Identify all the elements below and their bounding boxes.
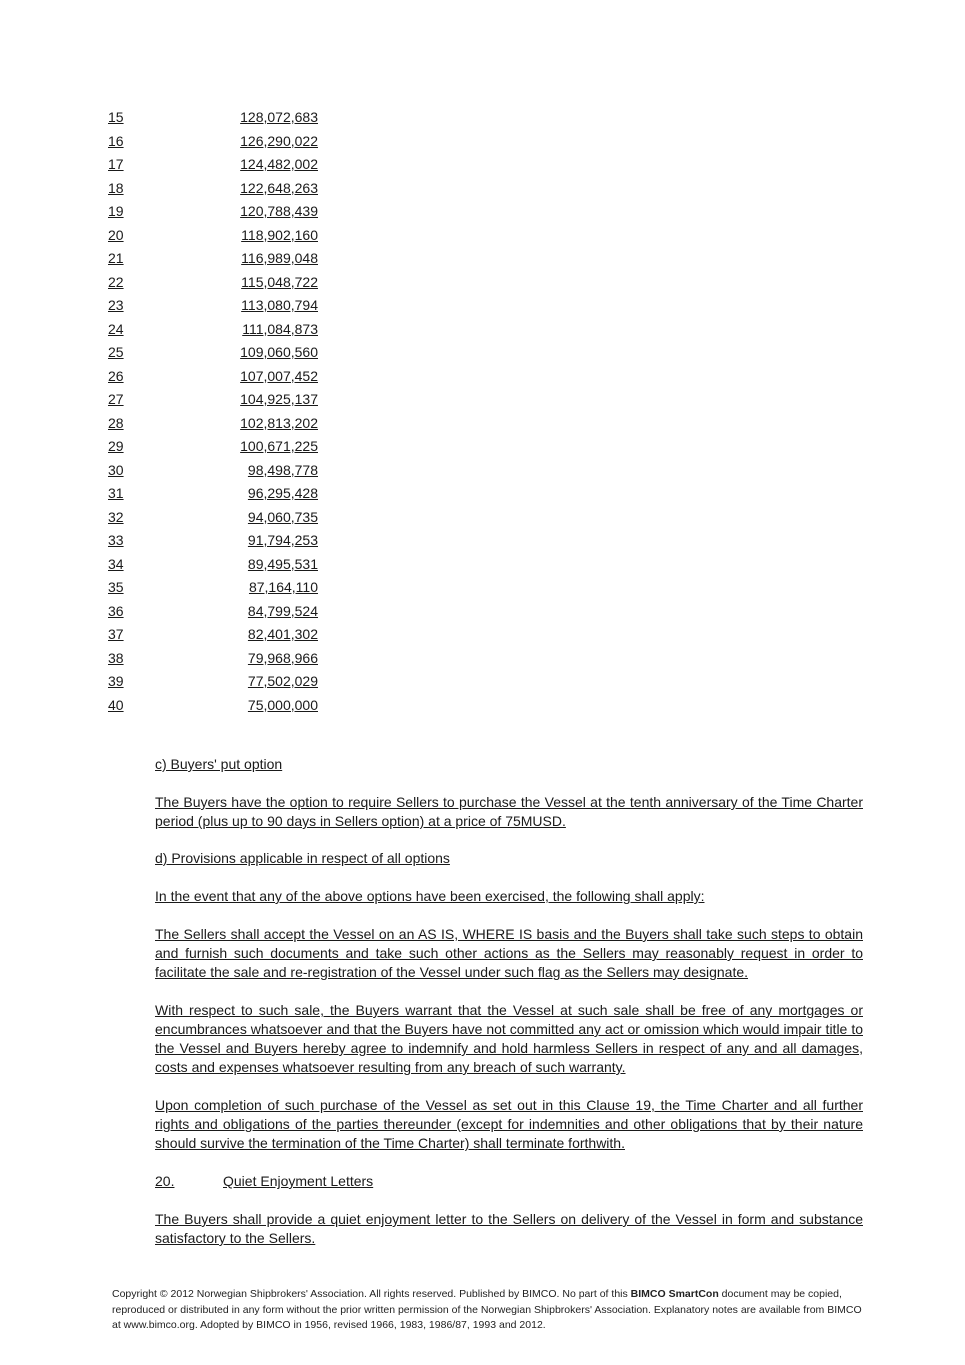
table-row	[0, 484, 965, 508]
provisions-heading: d) Provisions applicable in respect of all options	[155, 850, 450, 866]
amount-cell: 128,072,683	[240, 109, 318, 125]
year-cell: 35	[108, 579, 124, 595]
year-cell: 32	[108, 508, 124, 525]
amount-cell: 98,498,778	[247, 461, 318, 478]
table-row	[0, 672, 965, 696]
table-row	[0, 437, 965, 461]
amount-cell: 111,084,873	[242, 320, 318, 337]
year-cell: 37	[108, 626, 124, 642]
year-cell: 16	[108, 132, 124, 149]
amount-cell: 96,295,428	[247, 485, 318, 501]
table-row	[0, 132, 965, 156]
copyright-footer: Copyright © 2012 Norwegian Shipbrokers' Association. All rights reserved. Published by BIMCO. No part of this BIMCO SmartCon document may be copied, reproduced or distributed in any form without the prior written permission of the Norwegian Shipbrokers' Association. Explanatory notes are available from BIMCO at www.bimco.org. Adopted by BIMCO in 1956, revised 1966, 1983, 1986/87, 1993 and 2012.	[112, 1288, 862, 1331]
amount-cell: 91,794,253	[247, 532, 318, 548]
amount-cell: 82,401,302	[247, 626, 318, 642]
year-cell: 30	[108, 461, 124, 478]
amount-cell: 89,495,531	[247, 555, 318, 572]
table-row	[0, 602, 965, 626]
table-row	[0, 296, 965, 320]
table-row	[0, 508, 965, 532]
year-cell: 22	[108, 273, 124, 290]
table-row	[0, 179, 965, 203]
provisions-paragraph-1: The Sellers shall accept the Vessel on an AS IS, WHERE IS basis and the Buyers shall take such steps to obtain and furnish such documents and take such other actions as the Sellers may reasonably request in order to facilitate the sale and re-registration of the Vessel under such flag as the Sellers may designate.	[155, 926, 863, 980]
year-cell: 25	[108, 344, 124, 360]
amount-cell: 116,989,048	[241, 250, 318, 266]
year-cell: 28	[108, 414, 124, 431]
amount-cell: 75,000,000	[247, 696, 318, 713]
table-row	[0, 249, 965, 273]
table-row	[0, 390, 965, 414]
put-option-text: The Buyers have the option to require Sellers to purchase the Vessel at the tenth anniversary of the Time Charter period (plus up to 90 days in Sellers option) at a price of 75MUSD.	[155, 794, 863, 829]
amount-cell: 84,799,524	[247, 602, 318, 619]
table-row	[0, 649, 965, 673]
amount-cell: 113,080,794	[241, 297, 318, 313]
year-cell: 33	[108, 532, 124, 548]
clause-20-text: The Buyers shall provide a quiet enjoyment letter to the Sellers on delivery of the Vessel in form and substance satisfactory to the Sellers.	[155, 1211, 863, 1246]
table-row	[0, 578, 965, 602]
table-row	[0, 202, 965, 226]
amount-cell: 118,902,160	[241, 226, 318, 243]
table-row	[0, 625, 965, 649]
year-cell: 26	[108, 367, 124, 384]
year-cell: 24	[108, 320, 124, 337]
year-cell: 19	[108, 203, 124, 219]
clause-20-title: Quiet Enjoyment Letters	[223, 1173, 374, 1189]
provisions-paragraph-3: Upon completion of such purchase of the Vessel as set out in this Clause 19, the Time Charter and all further rights and obligations of the parties thereunder (except for indemnities and other obligations that by their nature should survive the termination of the Time Charter) shall terminate forthwith.	[155, 1097, 863, 1151]
year-cell: 17	[108, 156, 124, 172]
year-cell: 27	[108, 391, 124, 407]
provisions-intro: In the event that any of the above options have been exercised, the following shall apply:	[155, 888, 705, 904]
amount-cell: 122,648,263	[240, 179, 318, 196]
amount-cell: 124,482,002	[240, 156, 318, 172]
amount-cell: 100,671,225	[240, 438, 318, 454]
year-cell: 38	[108, 649, 124, 666]
payment-schedule-table	[0, 108, 965, 719]
year-cell: 40	[108, 696, 124, 713]
amount-cell: 94,060,735	[247, 508, 318, 525]
clause-20-number: 20.	[155, 1173, 175, 1189]
amount-cell: 102,813,202	[240, 414, 318, 431]
provisions-paragraph-2: With respect to such sale, the Buyers warrant that the Vessel at such sale shall be free of any mortgages or encumbrances whatsoever and that the Buyers have not committed any act or omission which would impair title to the Vessel and Buyers hereby agree to indemnify and hold harmless Sellers in respect of any and all damages, costs and expenses whatsoever resulting from any breach of such warranty.	[155, 1002, 863, 1075]
year-cell: 15	[108, 109, 124, 125]
amount-cell: 87,164,110	[248, 579, 318, 595]
year-cell: 36	[108, 602, 124, 619]
table-row	[0, 343, 965, 367]
year-cell: 20	[108, 226, 124, 243]
year-cell: 18	[108, 179, 124, 196]
table-row	[0, 320, 965, 344]
table-row	[0, 531, 965, 555]
amount-cell: 104,925,137	[240, 391, 318, 407]
table-row	[0, 108, 965, 132]
amount-cell: 77,502,029	[247, 673, 318, 689]
table-row	[0, 226, 965, 250]
table-row	[0, 555, 965, 579]
year-cell: 39	[108, 673, 124, 689]
table-row	[0, 155, 965, 179]
put-option-heading: c) Buyers' put option	[155, 756, 283, 772]
amount-cell: 109,060,560	[240, 344, 318, 360]
amount-cell: 126,290,022	[240, 132, 318, 149]
table-row	[0, 367, 965, 391]
year-cell: 31	[108, 485, 124, 501]
table-row	[0, 696, 965, 720]
year-cell: 29	[108, 438, 124, 454]
table-row	[0, 461, 965, 485]
amount-cell: 115,048,722	[241, 273, 318, 290]
smartcon-brand: BIMCO SmartCon	[630, 1288, 719, 1300]
table-row	[0, 414, 965, 438]
amount-cell: 79,968,966	[247, 649, 318, 666]
year-cell: 23	[108, 297, 124, 313]
year-cell: 21	[108, 250, 124, 266]
table-row	[0, 273, 965, 297]
amount-cell: 107,007,452	[240, 367, 318, 384]
year-cell: 34	[108, 555, 124, 572]
amount-cell: 120,788,439	[240, 203, 318, 219]
